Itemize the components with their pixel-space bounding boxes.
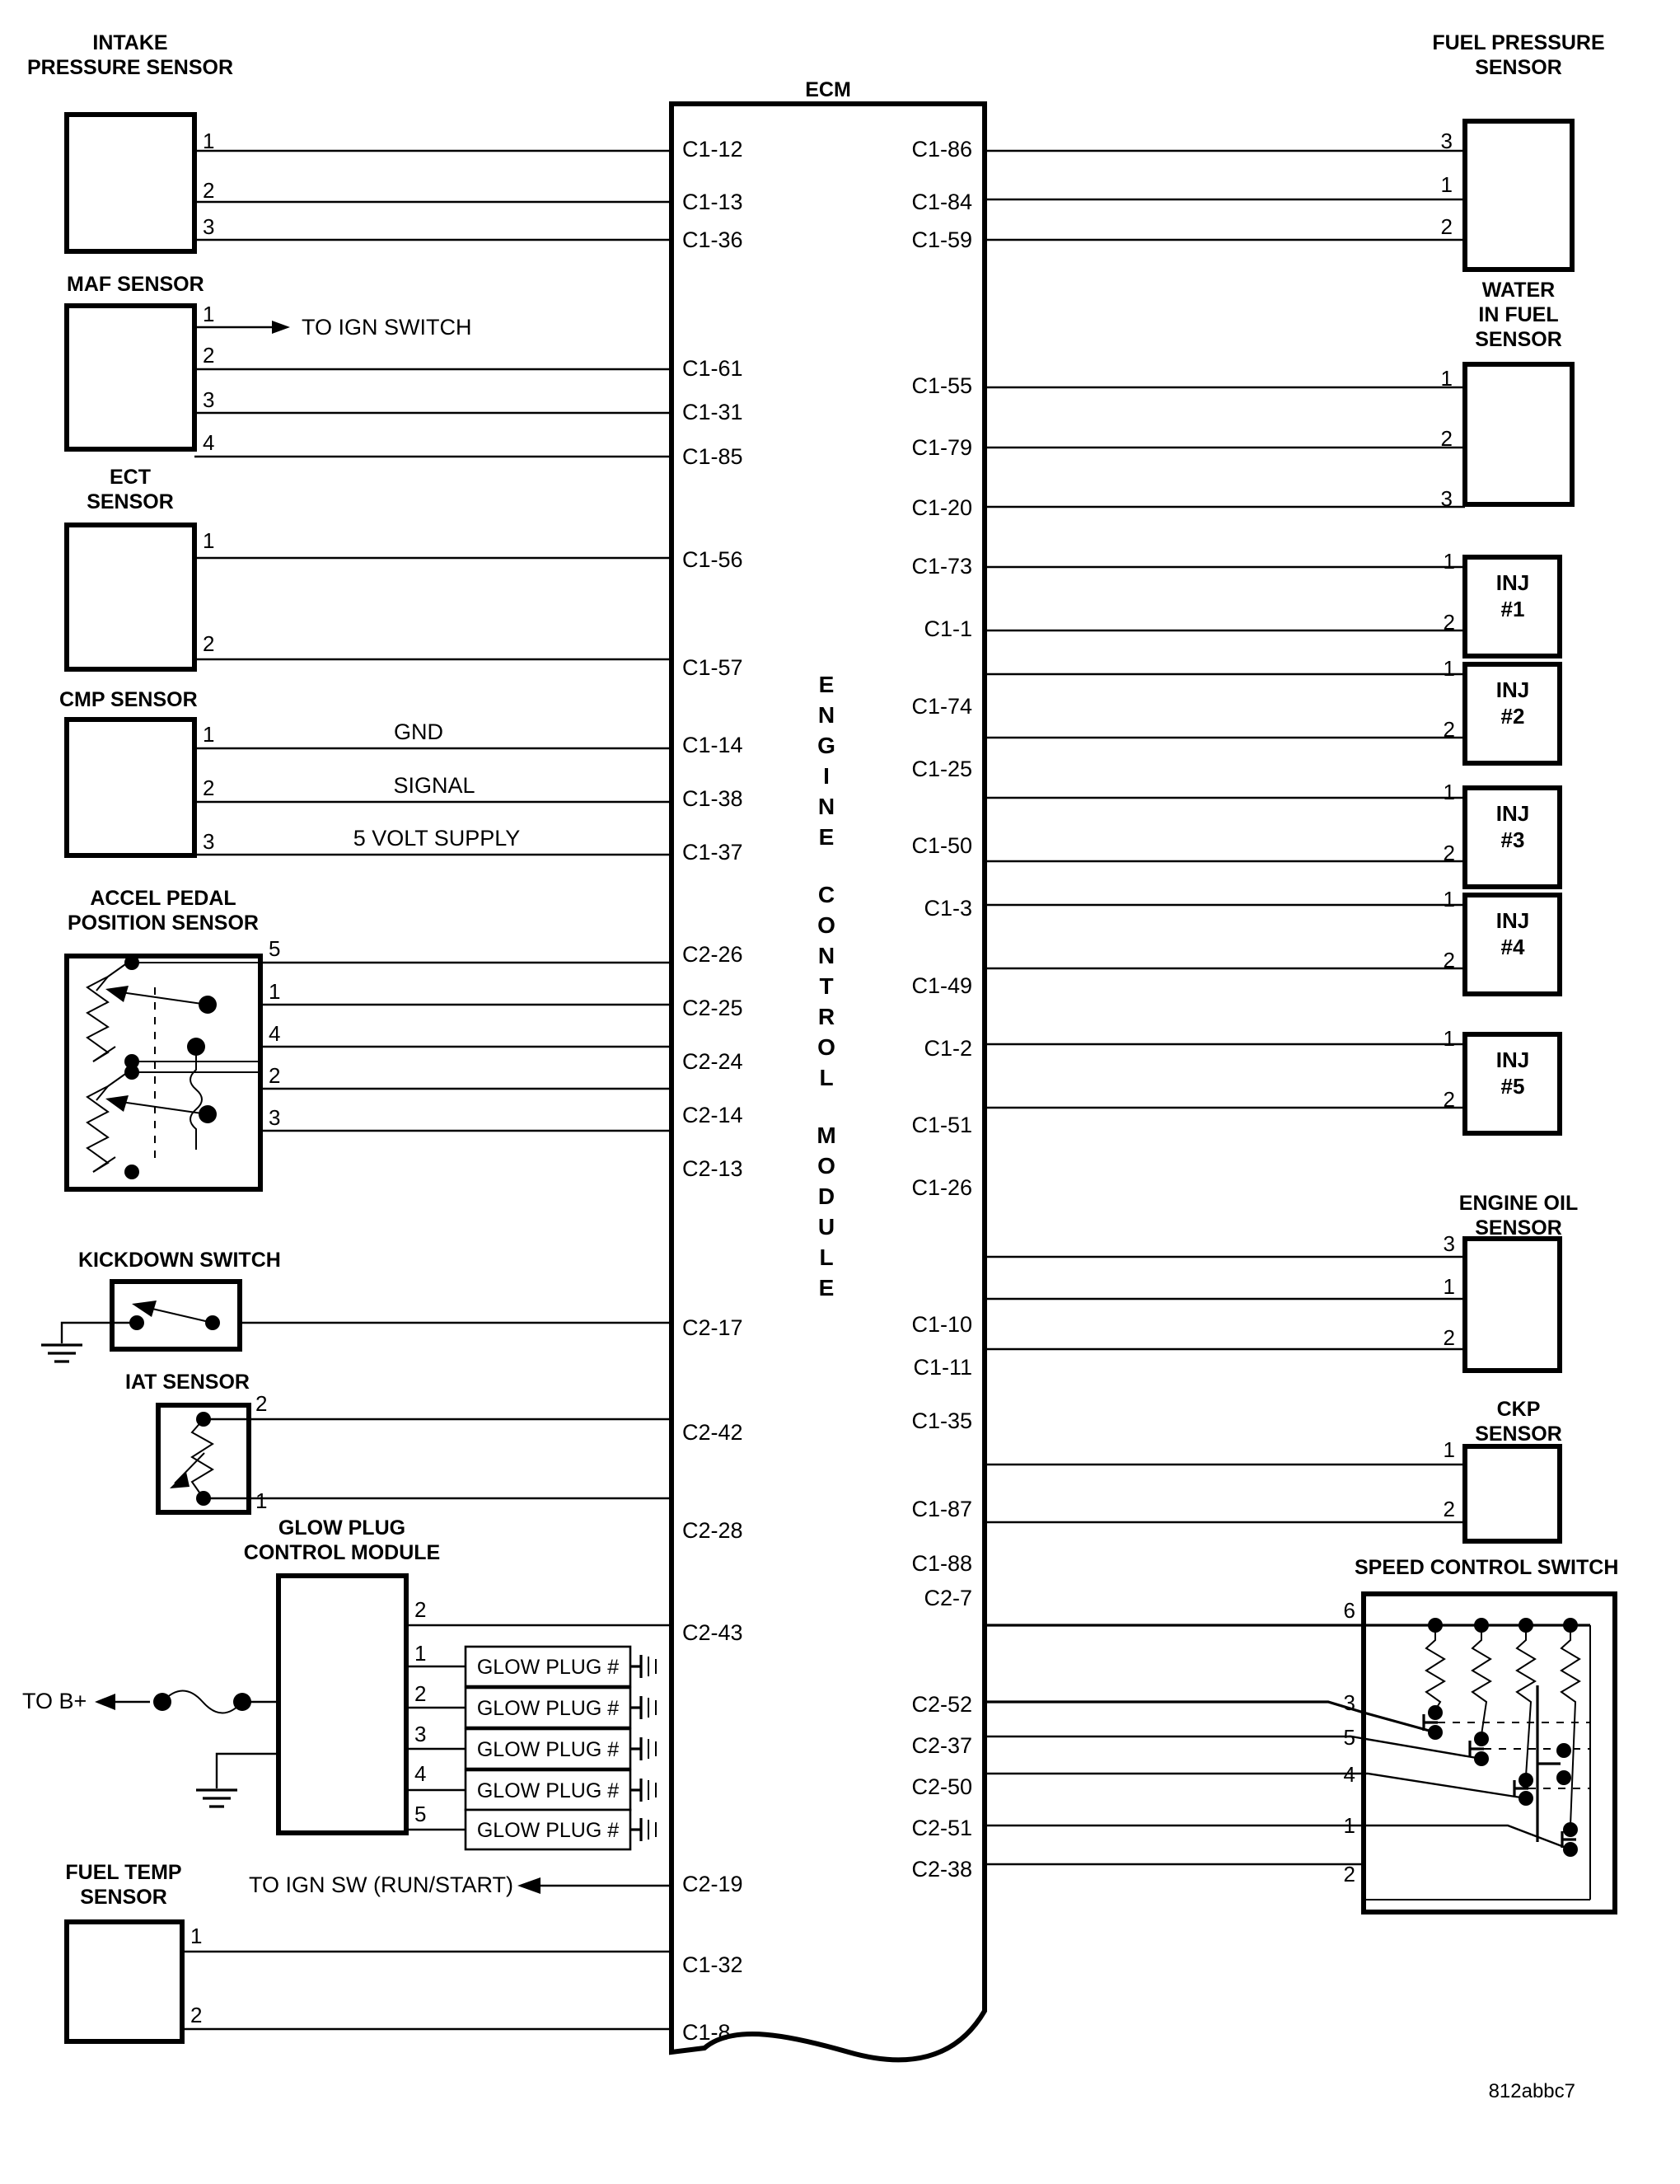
- pin-label: C1-26: [911, 1175, 972, 1200]
- pin-label: C2-51: [911, 1816, 972, 1840]
- ground-symbol-glow-icon: [196, 1790, 237, 1807]
- pin-label: C1-85: [682, 444, 743, 469]
- injector-label-line2: #5: [1500, 1074, 1525, 1099]
- component-injector-4[interactable]: [985, 887, 1560, 994]
- pin-label: C1-59: [911, 227, 972, 252]
- component-title-line2: SENSOR: [87, 490, 174, 513]
- pin-number: 2: [1343, 1862, 1355, 1886]
- pin-label: C2-43: [682, 1620, 743, 1645]
- pin-number: 1: [203, 302, 215, 326]
- wire-label-gnd: GND: [394, 719, 443, 744]
- pin-number: 2: [190, 2003, 203, 2027]
- to-ign-sw-run-start-branch: [249, 1872, 672, 1897]
- pin-label: C1-37: [682, 840, 743, 865]
- pin-label: C2-52: [911, 1692, 972, 1717]
- pin-label: C1-38: [682, 786, 743, 811]
- component-title-line2: SENSOR: [1475, 1422, 1562, 1446]
- svg-text:C: C: [817, 882, 835, 907]
- pin-label: C1-20: [911, 495, 972, 520]
- component-glow-plug-control-module[interactable]: [22, 1516, 672, 1849]
- pin-number: 5: [414, 1802, 427, 1826]
- component-accel-pedal-position-sensor[interactable]: [67, 887, 672, 1189]
- pin-label: C2-50: [911, 1774, 972, 1799]
- pin-number: 1: [190, 1924, 203, 1948]
- pin-label: C1-84: [911, 190, 972, 214]
- glow-plug-row: [406, 1647, 656, 1686]
- pin-number: 3: [1440, 129, 1453, 153]
- pin-number: 2: [414, 1681, 427, 1706]
- pin-label: C1-79: [911, 435, 972, 460]
- svg-text:N: N: [817, 943, 835, 968]
- component-title: CMP SENSOR: [59, 688, 198, 711]
- component-title-line1: ECT: [110, 466, 151, 489]
- injector-label-line1: INJ: [1495, 1047, 1530, 1072]
- wire-label-signal: SIGNAL: [393, 773, 475, 798]
- component-ckp-sensor[interactable]: [985, 1398, 1562, 1541]
- pin-number: 4: [1343, 1762, 1355, 1787]
- component-intake-pressure-sensor[interactable]: [27, 31, 672, 251]
- pin-number: 1: [269, 979, 281, 1004]
- component-title-line2: SENSOR: [80, 1886, 167, 1909]
- component-kickdown-switch[interactable]: [41, 1249, 672, 1361]
- pin-number: 1: [1443, 549, 1455, 574]
- svg-text:G: G: [817, 733, 835, 758]
- svg-text:I: I: [823, 763, 830, 789]
- pin-number: 1: [1440, 366, 1453, 391]
- pin-label: C1-11: [913, 1355, 972, 1380]
- component-title-line1: WATER: [1481, 279, 1556, 302]
- pin-label: C2-28: [682, 1518, 743, 1543]
- pin-label: C1-36: [682, 227, 743, 252]
- pin-label: C2-37: [911, 1733, 972, 1758]
- pin-number: 2: [269, 1063, 281, 1088]
- pin-label: C1-49: [911, 973, 972, 998]
- component-injector-2[interactable]: [985, 656, 1560, 763]
- pin-label: C1-3: [924, 896, 972, 921]
- pin-number: 1: [203, 528, 215, 553]
- pin-label: C1-86: [911, 137, 972, 162]
- component-title: SPEED CONTROL SWITCH: [1355, 1556, 1619, 1579]
- component-title: KICKDOWN SWITCH: [78, 1249, 281, 1272]
- pin-number: 2: [203, 343, 215, 368]
- svg-text:E: E: [818, 824, 835, 850]
- svg-text:R: R: [817, 1004, 835, 1029]
- pin-number: 1: [255, 1488, 268, 1513]
- pin-number: 2: [414, 1597, 427, 1622]
- glow-plug-row: [406, 1810, 656, 1849]
- injector-label-line1: INJ: [1495, 677, 1530, 702]
- pin-number: 5: [269, 936, 281, 961]
- pin-label: C1-55: [911, 373, 972, 398]
- glow-plug-label: GLOW PLUG #: [476, 1738, 620, 1761]
- pin-number: 4: [269, 1021, 281, 1046]
- pin-label: C1-25: [911, 757, 972, 781]
- pin-label: C2-42: [682, 1420, 743, 1445]
- pin-label: C1-73: [911, 554, 972, 579]
- component-title-line1: FUEL TEMP: [65, 1861, 182, 1884]
- pin-label: C2-38: [911, 1857, 972, 1882]
- pin-label: C2-7: [924, 1586, 972, 1610]
- to-bplus-label: TO B+: [22, 1689, 87, 1713]
- pin-number: 3: [1343, 1690, 1355, 1715]
- injector-label-line2: #4: [1500, 935, 1525, 959]
- ecm-title: ECM: [805, 78, 851, 101]
- glow-plug-label: GLOW PLUG #: [476, 1656, 620, 1679]
- component-water-in-fuel-sensor[interactable]: [985, 279, 1572, 511]
- glow-plug-row: [406, 1770, 656, 1810]
- pin-number: 2: [203, 631, 215, 656]
- glow-plug-label: GLOW PLUG #: [476, 1779, 620, 1802]
- pin-number: 1: [1443, 1026, 1455, 1051]
- component-injector-1[interactable]: [985, 549, 1560, 656]
- pin-number: 2: [1443, 717, 1455, 742]
- pin-number: 1: [1443, 1274, 1455, 1299]
- component-fuel-pressure-sensor[interactable]: [985, 31, 1605, 269]
- pin-label: C1-8: [682, 2020, 731, 2045]
- pin-number: 1: [1440, 172, 1453, 197]
- pin-label: C1-87: [911, 1497, 972, 1521]
- component-title-line2: SENSOR: [1475, 56, 1562, 79]
- injector-label-line2: #1: [1500, 597, 1525, 621]
- pin-number: 2: [1443, 1497, 1455, 1521]
- component-title-line1: INTAKE: [92, 31, 168, 54]
- injector-label-line2: #3: [1500, 827, 1525, 852]
- ground-symbol-kickdown-icon: [41, 1345, 82, 1361]
- pin-label: C1-57: [682, 655, 743, 680]
- pin-number: 1: [1443, 780, 1455, 804]
- component-title-line1: GLOW PLUG: [278, 1516, 406, 1540]
- svg-text:O: O: [817, 912, 835, 938]
- svg-text:E: E: [818, 1275, 835, 1301]
- component-title: MAF SENSOR: [67, 273, 204, 296]
- component-title-line1: ENGINE OIL: [1458, 1192, 1579, 1215]
- pin-label: C2-19: [682, 1872, 743, 1896]
- pin-label: C1-51: [911, 1113, 972, 1137]
- pin-number: 2: [1443, 841, 1455, 865]
- component-title-line1: CKP: [1496, 1398, 1541, 1421]
- pin-number: 2: [203, 776, 215, 800]
- pin-label: C1-35: [911, 1408, 972, 1433]
- pin-number: 2: [1440, 426, 1453, 451]
- pin-number: 1: [1443, 887, 1455, 912]
- component-injector-5[interactable]: [985, 1026, 1560, 1133]
- pin-label: C1-61: [682, 356, 743, 381]
- to-ign-sw-label: TO IGN SW (RUN/START): [249, 1872, 513, 1897]
- pin-label: C1-1: [924, 616, 972, 641]
- pin-label: C2-26: [682, 942, 743, 967]
- component-engine-oil-sensor[interactable]: [985, 1192, 1578, 1371]
- glow-plug-label: GLOW PLUG #: [476, 1819, 620, 1842]
- pin-number: 4: [203, 430, 215, 455]
- component-title-line1: FUEL PRESSURE: [1432, 31, 1605, 54]
- svg-text:L: L: [819, 1244, 834, 1270]
- pin-number: 2: [1443, 1087, 1455, 1112]
- svg-text:N: N: [817, 702, 835, 728]
- pin-number: 4: [414, 1761, 427, 1786]
- pin-number: 3: [203, 214, 215, 239]
- component-title-line3: SENSOR: [1475, 328, 1562, 351]
- to-ign-switch-label: TO IGN SWITCH: [302, 315, 472, 340]
- pin-number: 6: [1343, 1598, 1355, 1623]
- svg-text:D: D: [817, 1183, 835, 1209]
- component-title-line2: POSITION SENSOR: [68, 912, 259, 935]
- pin-label: C1-88: [911, 1551, 972, 1576]
- glow-plug-row: [406, 1729, 656, 1769]
- component-maf-sensor[interactable]: [67, 273, 672, 457]
- pin-number: 2: [1443, 610, 1455, 635]
- pin-number: 2: [255, 1391, 268, 1416]
- svg-text:O: O: [817, 1034, 835, 1060]
- pin-number: 5: [1343, 1725, 1355, 1750]
- pin-number: 2: [1443, 1325, 1455, 1350]
- glow-plug-row: [406, 1688, 656, 1727]
- component-title-line1: ACCEL PEDAL: [90, 887, 236, 910]
- pin-label: C2-25: [682, 996, 743, 1020]
- injector-label-line1: INJ: [1495, 570, 1530, 595]
- pin-label: C2-17: [682, 1315, 743, 1340]
- svg-text:E: E: [818, 672, 835, 697]
- component-title-line2: CONTROL MODULE: [243, 1541, 441, 1564]
- pin-label: C1-31: [682, 400, 743, 424]
- svg-text:M: M: [817, 1122, 836, 1148]
- pin-number: 1: [1343, 1813, 1355, 1838]
- component-cmp-sensor[interactable]: [59, 688, 672, 855]
- pin-number: 3: [203, 829, 215, 854]
- svg-text:T: T: [819, 973, 834, 999]
- component-injector-3[interactable]: [985, 780, 1560, 887]
- svg-text:L: L: [819, 1065, 834, 1090]
- pin-label: C1-50: [911, 833, 972, 858]
- component-title-line2: SENSOR: [1475, 1216, 1562, 1240]
- pin-label: C2-14: [682, 1103, 743, 1127]
- pin-number: 3: [1443, 1231, 1455, 1256]
- component-ect-sensor[interactable]: [67, 466, 672, 669]
- pin-label: C1-10: [911, 1312, 972, 1337]
- glow-plug-label: GLOW PLUG #: [476, 1697, 620, 1720]
- pin-number: 2: [1440, 214, 1453, 239]
- component-title-line2: PRESSURE SENSOR: [26, 56, 234, 79]
- wire-label-5volt: 5 VOLT SUPPLY: [353, 826, 521, 851]
- component-speed-control-switch[interactable]: [985, 1556, 1618, 1912]
- pin-label: C1-14: [682, 733, 743, 757]
- pin-number: 3: [414, 1722, 427, 1746]
- pin-number: 2: [203, 178, 215, 203]
- component-title-line2: IN FUEL: [1478, 303, 1559, 326]
- pin-label: C1-56: [682, 547, 743, 572]
- svg-text:U: U: [817, 1214, 835, 1240]
- injector-label-line2: #2: [1500, 704, 1525, 729]
- pin-number: 1: [414, 1641, 427, 1666]
- pin-number: 3: [1440, 486, 1453, 511]
- pin-label: C2-13: [682, 1156, 743, 1181]
- pin-number: 1: [203, 722, 215, 747]
- pin-label: C1-74: [911, 694, 972, 719]
- pin-label: C1-32: [682, 1952, 743, 1977]
- pin-label: C2-24: [682, 1049, 743, 1074]
- pin-number: 1: [203, 129, 215, 153]
- pin-number: 1: [1443, 656, 1455, 681]
- injector-label-line1: INJ: [1495, 908, 1530, 933]
- component-iat-sensor[interactable]: [125, 1371, 672, 1513]
- svg-text:N: N: [817, 794, 835, 819]
- pin-number: 2: [1443, 948, 1455, 972]
- component-title: IAT SENSOR: [125, 1371, 250, 1394]
- pin-number: 3: [269, 1105, 281, 1130]
- injector-label-line1: INJ: [1495, 801, 1530, 826]
- pin-number: 3: [203, 387, 215, 412]
- pin-label: C1-2: [924, 1036, 972, 1061]
- svg-text:O: O: [817, 1153, 835, 1179]
- pin-label: C1-13: [682, 190, 743, 214]
- pin-label: C1-12: [682, 137, 743, 162]
- pin-number: 1: [1443, 1437, 1455, 1462]
- reference-code: 812abbc7: [1488, 2080, 1575, 2102]
